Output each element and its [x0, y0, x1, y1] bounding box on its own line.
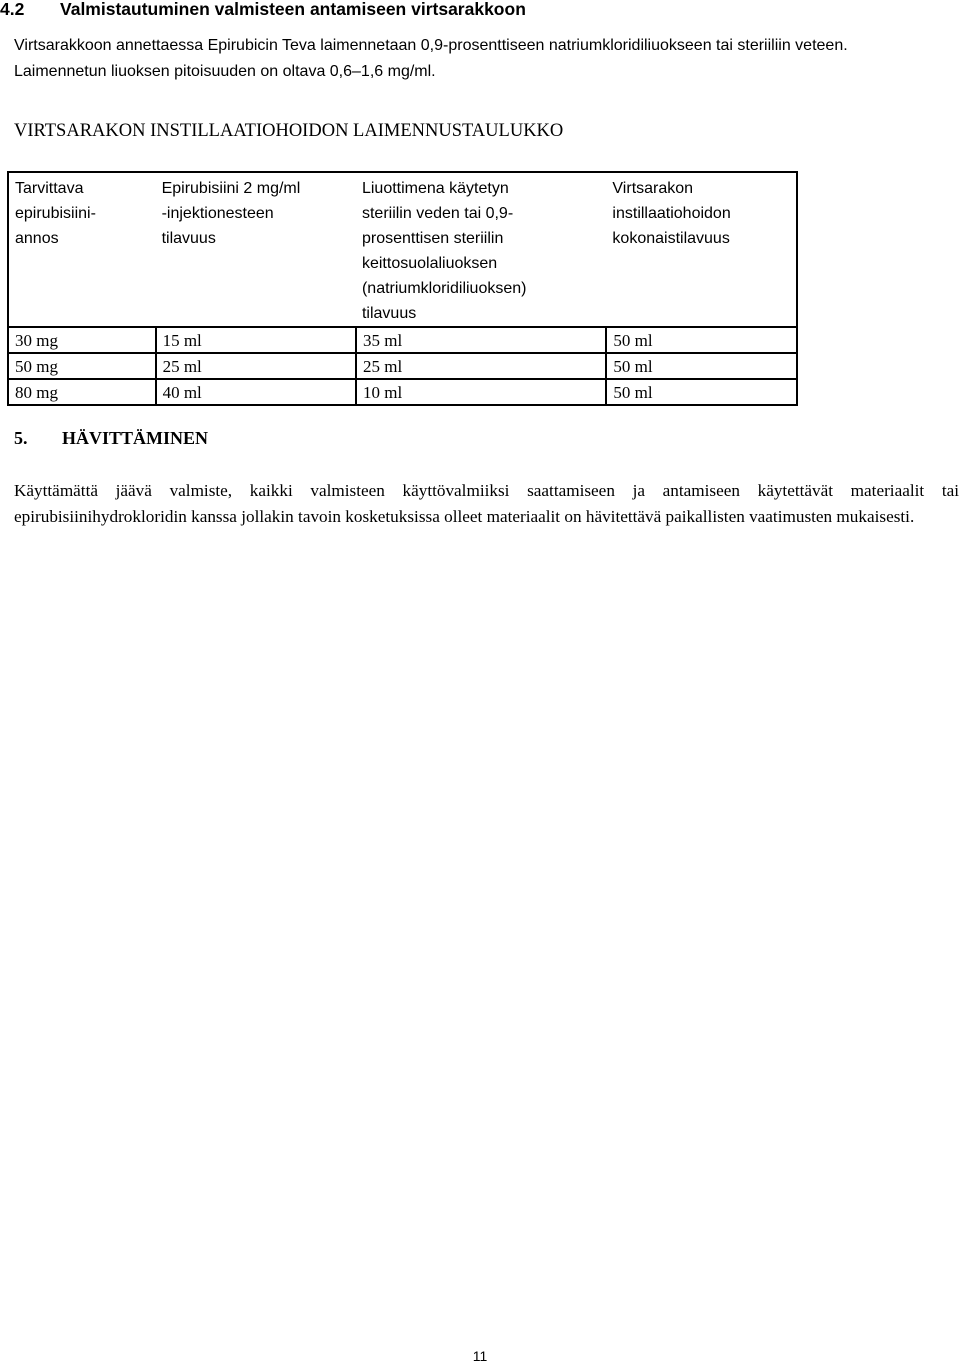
- section-5-heading: [14, 428, 208, 449]
- cell-solvent-volume: 10 ml: [356, 379, 606, 405]
- header-line: keittosuolaliuoksen: [361, 255, 498, 272]
- header-line: Epirubisiini 2 mg/ml: [161, 180, 301, 197]
- cell-total-volume: 50 ml: [606, 353, 797, 379]
- cell-dose: 30 mg: [8, 327, 156, 353]
- header-line: -injektionesteen: [161, 205, 274, 222]
- cell-solvent-volume: 25 ml: [356, 353, 606, 379]
- dilution-table: [7, 171, 798, 406]
- header-line: Virtsarakon: [612, 180, 694, 197]
- table-row: [8, 379, 797, 405]
- cell-total-volume: 50 ml: [606, 379, 797, 405]
- cell-injection-volume: 15 ml: [156, 327, 356, 353]
- table-header-row: [8, 172, 797, 327]
- section-4-2-paragraph: Virtsarakkoon annettaessa Epirubicin Teva laimennetaan 0,9-prosenttiseen natriumkloridiliuokseen tai steriiliin veteen. Laimennetun liuoksen pitoisuuden on oltava 0,6–1,6 mg/ml.: [14, 37, 848, 80]
- header-line: annos: [15, 230, 59, 247]
- header-line: Tarvittava: [15, 180, 84, 197]
- cell-injection-volume: 25 ml: [156, 353, 356, 379]
- header-dose: [8, 172, 156, 327]
- cell-total-volume: 50 ml: [606, 327, 797, 353]
- cell-dose: 50 mg: [8, 353, 156, 379]
- header-line: Liuottimena käytetyn: [361, 180, 509, 197]
- section-5-paragraph: Käyttämättä jäävä valmiste, kaikki valmisteen käyttövalmiiksi saattamiseen ja antamiseen käytettävät materiaalit tai epirubisiinihydrokloridin kanssa jollakin tavoin kosketuksissa olleet materiaalit on hävitettävä paikallisten vaatimusten mukaisesti.: [14, 481, 959, 526]
- section-4-2-number: 4.2: [0, 0, 25, 19]
- header-injection-volume: [156, 172, 356, 327]
- page-number: 11: [472, 1348, 488, 1364]
- cell-injection-volume: 40 ml: [156, 379, 356, 405]
- header-total-volume: [606, 172, 797, 327]
- header-line: epirubisiini-: [15, 205, 96, 222]
- header-line: kokonaistilavuus: [612, 230, 730, 247]
- table-row: [8, 327, 797, 353]
- section-4-2-heading: [0, 0, 526, 20]
- header-line: steriilin veden tai 0,9-: [361, 205, 514, 222]
- cell-dose: 80 mg: [8, 379, 156, 405]
- header-solvent-volume: [356, 172, 606, 327]
- header-line: instillaatiohoidon: [612, 205, 731, 222]
- header-line: (natriumkloridiliuoksen): [361, 280, 527, 297]
- section-5-title: HÄVITTÄMINEN: [62, 428, 209, 448]
- section-5-number: 5.: [14, 428, 28, 448]
- dilution-table-title: VIRTSARAKON INSTILLAATIOHOIDON LAIMENNUSTAULUKKO: [14, 121, 564, 141]
- header-line: prosenttisen steriilin: [361, 230, 504, 247]
- header-line: tilavuus: [161, 230, 216, 247]
- section-4-2-title: Valmistautuminen valmisteen antamiseen virtsarakkoon: [60, 0, 526, 19]
- header-line: tilavuus: [361, 305, 417, 322]
- table-row: [8, 353, 797, 379]
- cell-solvent-volume: 35 ml: [356, 327, 606, 353]
